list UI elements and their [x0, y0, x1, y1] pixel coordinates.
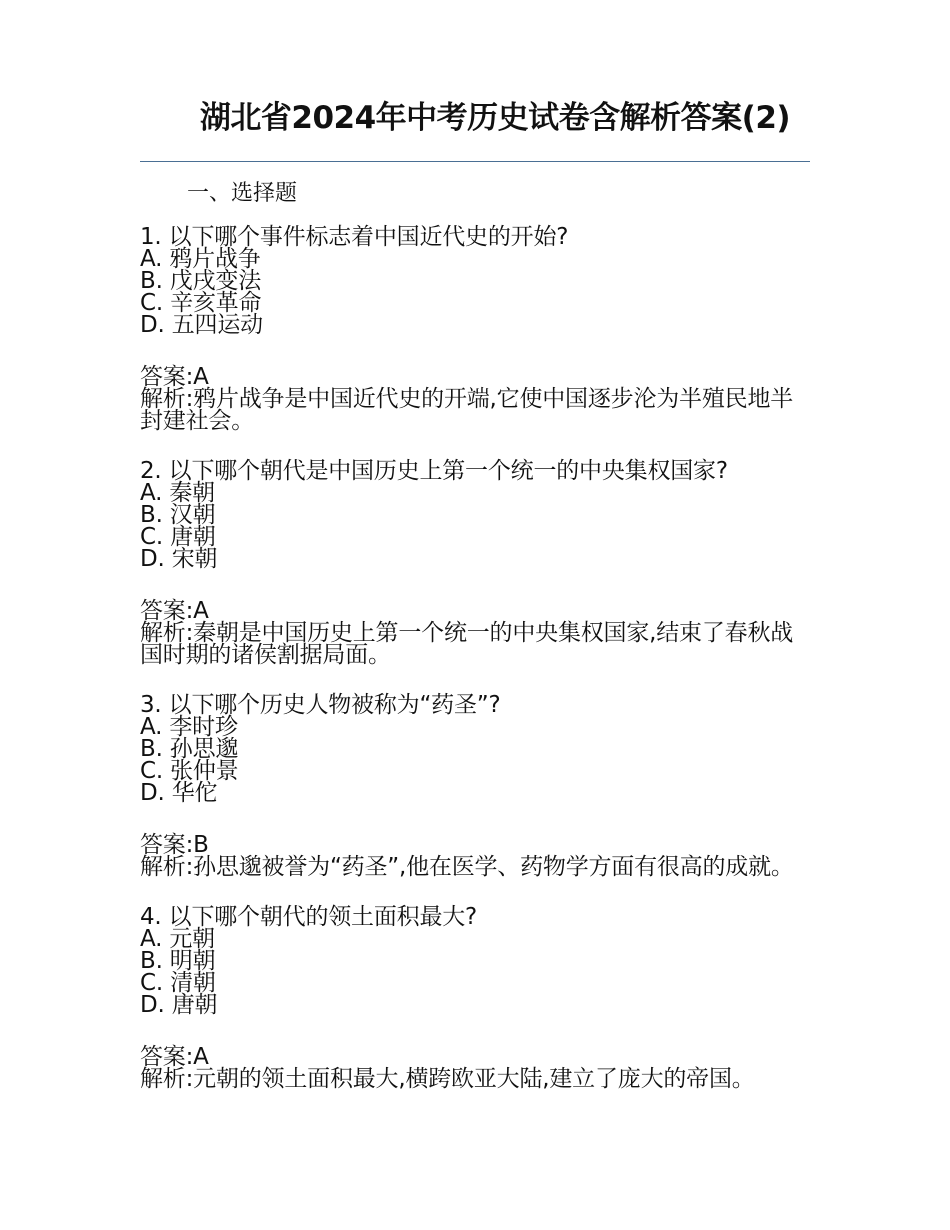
option-b: B. 孙思邈 [140, 736, 239, 762]
question-3 [140, 694, 812, 878]
title-divider [140, 161, 810, 162]
question-stem: 1. 以下哪个事件标志着中国近代史的开始? [140, 224, 569, 250]
option-d: D. 宋朝 [140, 546, 218, 572]
option-d: D. 华佗 [140, 780, 218, 806]
option-b: B. 明朝 [140, 948, 216, 974]
question-4 [140, 906, 812, 1090]
option-d: D. 唐朝 [140, 992, 218, 1018]
option-list [140, 928, 812, 1016]
answer: 答案:A [140, 1044, 209, 1070]
option-a: A. 李时珍 [140, 714, 238, 740]
question-stem: 4. 以下哪个朝代的领土面积最大? [140, 904, 478, 930]
question-2 [140, 460, 812, 666]
answer: 答案:A [140, 364, 209, 390]
option-c: C. 清朝 [140, 970, 216, 996]
analysis: 解析:秦朝是中国历史上第一个统一的中央集权国家,结束了春秋战国时期的诸侯割据局面。 [140, 620, 794, 668]
answer: 答案:B [140, 832, 209, 858]
analysis: 解析:鸦片战争是中国近代史的开端,它使中国逐步沦为半殖民地半封建社会。 [140, 386, 794, 434]
answer: 答案:A [140, 598, 209, 624]
option-a: A. 元朝 [140, 926, 215, 952]
document-title: 湖北省2024年中考历史试卷含解析答案(2) [199, 100, 791, 136]
option-a: A. 鸦片战争 [140, 246, 261, 272]
option-list [140, 482, 812, 570]
option-list [140, 248, 812, 336]
option-b: B. 戊戌变法 [140, 268, 262, 294]
option-c: C. 唐朝 [140, 524, 216, 550]
option-list [140, 716, 812, 804]
option-d: D. 五四运动 [140, 312, 263, 338]
analysis: 解析:孙思邈被誉为“药圣”,他在医学、药物学方面有很高的成就。 [140, 854, 794, 880]
question-stem: 3. 以下哪个历史人物被称为“药圣”? [140, 692, 501, 718]
analysis: 解析:元朝的领土面积最大,横跨欧亚大陆,建立了庞大的帝国。 [140, 1066, 755, 1092]
option-c: C. 张仲景 [140, 758, 239, 784]
option-a: A. 秦朝 [140, 480, 215, 506]
question-stem: 2. 以下哪个朝代是中国历史上第一个统一的中央集权国家? [140, 458, 728, 484]
option-c: C. 辛亥革命 [140, 290, 262, 316]
question-1 [140, 226, 812, 432]
option-b: B. 汉朝 [140, 502, 216, 528]
section-heading: 一、选择题 [187, 181, 298, 206]
question-list [140, 226, 812, 1118]
